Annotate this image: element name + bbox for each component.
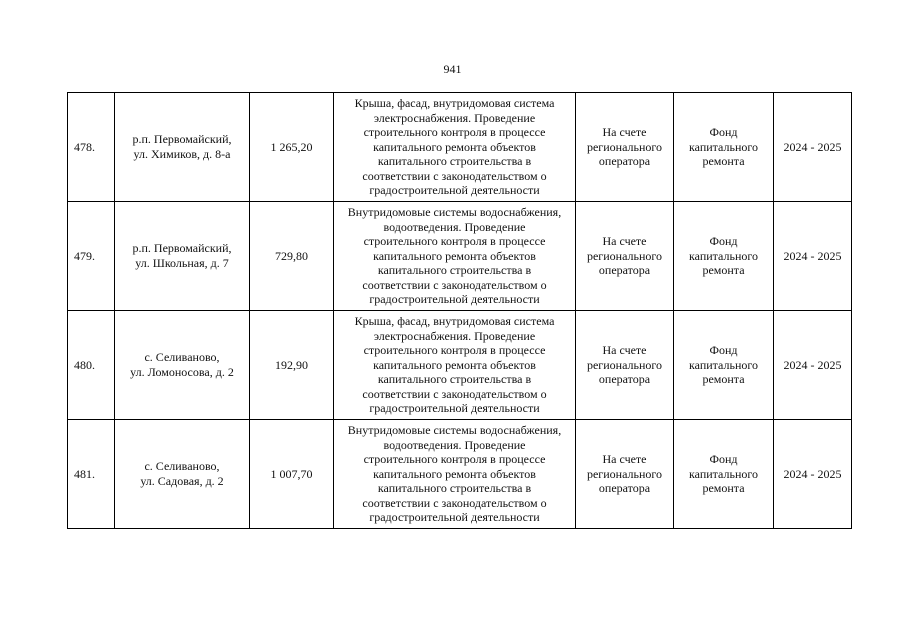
work-line: строительного контроля в процессе bbox=[363, 125, 546, 140]
work-line: водоотведения. Проведение bbox=[383, 437, 526, 452]
table-body bbox=[68, 93, 852, 529]
table-row bbox=[68, 202, 852, 311]
table-row bbox=[68, 420, 852, 529]
account-line: оператора bbox=[598, 372, 651, 387]
address-cell bbox=[115, 311, 250, 420]
work-line: капитального ремонта объектов bbox=[373, 248, 536, 263]
fund-line: капитального bbox=[689, 357, 758, 372]
work-line: строительного контроля в процессе bbox=[363, 234, 546, 249]
row-number: 478. bbox=[68, 93, 115, 202]
term-cell: 2024 - 2025 bbox=[774, 420, 852, 529]
account-line: На счете bbox=[602, 125, 647, 140]
address-cell bbox=[115, 420, 250, 529]
cost-cell: 1 265,20 bbox=[250, 93, 334, 202]
fund-line: Фонд bbox=[709, 125, 738, 140]
fund-cell bbox=[674, 311, 774, 420]
fund-line: ремонта bbox=[702, 481, 745, 496]
work-line: Внутридомовые системы водоснабжения, bbox=[347, 422, 562, 437]
work-line: капитального строительства в bbox=[377, 372, 532, 387]
account-line: На счете bbox=[602, 234, 647, 249]
account-line: регионального bbox=[586, 248, 663, 263]
address-street: ул. Школьная, д. 7 bbox=[135, 256, 229, 270]
address-street: ул. Садовая, д. 2 bbox=[140, 474, 224, 488]
fund-line: капитального bbox=[689, 139, 758, 154]
work-line: капитального ремонта объектов bbox=[373, 139, 536, 154]
work-line: соответствии с законодательством о bbox=[362, 495, 547, 510]
work-line: строительного контроля в процессе bbox=[363, 452, 546, 467]
work-line: Внутридомовые системы водоснабжения, bbox=[347, 204, 562, 219]
fund-line: ремонта bbox=[702, 372, 745, 387]
account-cell bbox=[576, 93, 674, 202]
work-line: соответствии с законодательством о bbox=[362, 277, 547, 292]
repair-register-table bbox=[67, 92, 852, 529]
fund-cell bbox=[674, 202, 774, 311]
cost-cell: 192,90 bbox=[250, 311, 334, 420]
work-line: Крыша, фасад, внутридомовая система bbox=[354, 313, 555, 328]
fund-line: Фонд bbox=[709, 234, 738, 249]
work-line: градостроительной деятельности bbox=[369, 401, 540, 416]
work-line: соответствии с законодательством о bbox=[362, 168, 547, 183]
work-description-cell bbox=[334, 93, 576, 202]
cost-cell: 1 007,70 bbox=[250, 420, 334, 529]
work-line: соответствии с законодательством о bbox=[362, 386, 547, 401]
work-line: капитального строительства в bbox=[377, 154, 532, 169]
account-cell bbox=[576, 420, 674, 529]
work-line: капитального строительства в bbox=[377, 263, 532, 278]
work-line: Крыша, фасад, внутридомовая система bbox=[354, 95, 555, 110]
page-number: 941 bbox=[443, 62, 462, 76]
fund-line: капитального bbox=[689, 466, 758, 481]
fund-line: Фонд bbox=[709, 452, 738, 467]
term-cell: 2024 - 2025 bbox=[774, 202, 852, 311]
account-cell bbox=[576, 311, 674, 420]
work-line: градостроительной деятельности bbox=[369, 183, 540, 198]
account-line: регионального bbox=[586, 357, 663, 372]
table-row bbox=[68, 93, 852, 202]
fund-line: ремонта bbox=[702, 263, 745, 278]
work-description-cell bbox=[334, 202, 576, 311]
address-locality: р.п. Первомайский, bbox=[132, 132, 232, 147]
address-locality: р.п. Первомайский, bbox=[132, 241, 232, 256]
address-cell bbox=[115, 202, 250, 311]
account-line: регионального bbox=[586, 139, 663, 154]
account-line: оператора bbox=[598, 481, 651, 496]
work-line: капитального строительства в bbox=[377, 481, 532, 496]
term-cell: 2024 - 2025 bbox=[774, 93, 852, 202]
account-line: На счете bbox=[602, 343, 647, 358]
account-line: На счете bbox=[602, 452, 647, 467]
work-description-cell bbox=[334, 311, 576, 420]
work-line: электроснабжения. Проведение bbox=[373, 110, 536, 125]
account-line: оператора bbox=[598, 263, 651, 278]
work-line: капитального ремонта объектов bbox=[373, 357, 536, 372]
address-street: ул. Химиков, д. 8-а bbox=[133, 147, 231, 161]
table-row bbox=[68, 311, 852, 420]
address-street: ул. Ломоносова, д. 2 bbox=[130, 365, 234, 379]
work-line: градостроительной деятельности bbox=[369, 510, 540, 525]
address-locality: с. Селиваново, bbox=[144, 459, 220, 474]
account-line: оператора bbox=[598, 154, 651, 169]
work-line: капитального ремонта объектов bbox=[373, 466, 536, 481]
address-locality: с. Селиваново, bbox=[144, 350, 220, 365]
work-description-cell bbox=[334, 420, 576, 529]
work-line: строительного контроля в процессе bbox=[363, 343, 546, 358]
work-line: водоотведения. Проведение bbox=[383, 219, 526, 234]
fund-line: ремонта bbox=[702, 154, 745, 169]
account-line: регионального bbox=[586, 466, 663, 481]
term-cell: 2024 - 2025 bbox=[774, 311, 852, 420]
cost-cell: 729,80 bbox=[250, 202, 334, 311]
fund-cell bbox=[674, 420, 774, 529]
row-number: 479. bbox=[68, 202, 115, 311]
fund-cell bbox=[674, 93, 774, 202]
fund-line: капитального bbox=[689, 248, 758, 263]
work-line: электроснабжения. Проведение bbox=[373, 328, 536, 343]
row-number: 481. bbox=[68, 420, 115, 529]
account-cell bbox=[576, 202, 674, 311]
fund-line: Фонд bbox=[709, 343, 738, 358]
row-number: 480. bbox=[68, 311, 115, 420]
work-line: градостроительной деятельности bbox=[369, 292, 540, 307]
address-cell bbox=[115, 93, 250, 202]
